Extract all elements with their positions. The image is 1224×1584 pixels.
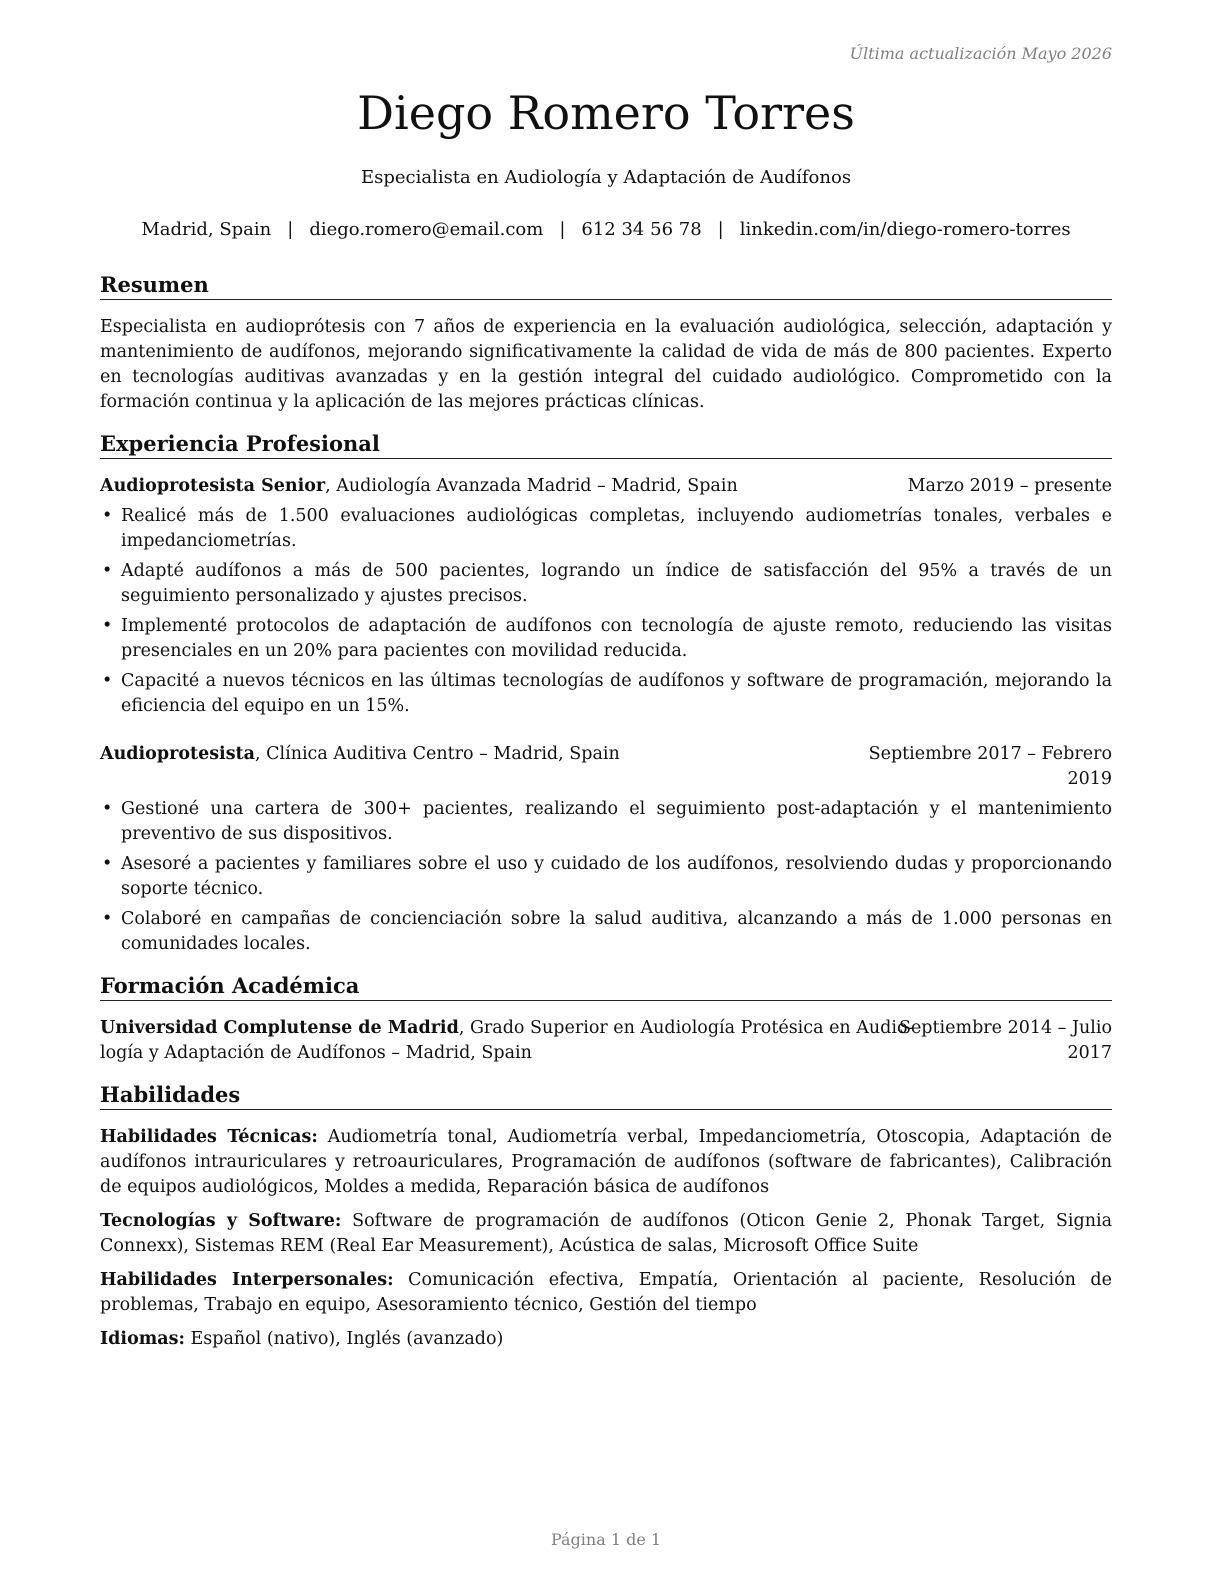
contact-separator: |	[717, 219, 724, 240]
education-degree-continued: logía y Adaptación de Audífonos – Madrid, Spain	[100, 1043, 532, 1063]
skills-text: Comunicación efectiva, Empatía, Orientación al paciente, Resolución de problemas, Trabajo en equipo, Asesoramiento técnico, Gestión del tiempo	[100, 1270, 1112, 1315]
job-dates	[869, 742, 1112, 792]
job-organization: , Clínica Auditiva Centro – Madrid, Spain	[254, 744, 620, 764]
contact-linkedin[interactable]: linkedin.com/in/diego-romero-torres	[739, 219, 1071, 240]
candidate-name: Diego Romero Torres	[357, 86, 855, 140]
job-role: Audioprotesista	[100, 744, 255, 764]
list-item: • Implementé protocolos de adaptación de audífonos con tecnología de ajuste remoto, reduciendo las visitas presenciales en un 20% para pacientes con movilidad reducida.	[100, 614, 1112, 664]
list-item: • Realicé más de 1.500 evaluaciones audiológicas completas, incluyendo audiometrías tonales, verbales e impedanciometrías.	[100, 504, 1112, 554]
education-dates	[899, 1016, 1112, 1066]
contact-location: Madrid, Spain	[141, 219, 272, 240]
education-degree: , Grado Superior en Audiología Protésica en Audio-	[458, 1018, 914, 1038]
contact-separator: |	[287, 219, 294, 240]
education-entry	[100, 1016, 1112, 1066]
job-role: Audioprotesista Senior	[100, 476, 326, 496]
skills-text: Software de programación de audífonos (Oticon Genie 2, Phonak Target, Signia Connexx), Sistemas REM (Real Ear Measurement), Acústica de salas, Microsoft Office Suite	[100, 1211, 1113, 1256]
list-item: • Adapté audífonos a más de 500 pacientes, logrando un índice de satisfacción del 95% a través de un seguimiento personalizado y ajustes precisos.	[100, 559, 1112, 609]
job-dates: Marzo 2019 – presente	[907, 476, 1112, 496]
section-title-skills: Habilidades	[100, 1082, 1112, 1110]
summary-text: Especialista en audioprótesis con 7 años de experiencia en la evaluación audiológica, selección, adaptación y mantenimiento de audífonos, mejorando significativamente la calidad de vida de más de 800 pacientes. Experto en tecnologías auditivas avanzadas y en la gestión integral del cuidado audiológico. Comprometido con la formación continua y la aplicación de las mejores prácticas clínicas.	[100, 317, 1112, 412]
skills-item	[100, 1209, 1112, 1259]
skills-label: Habilidades Interpersonales:	[100, 1270, 394, 1290]
skills-label: Tecnologías y Software:	[100, 1211, 342, 1231]
last-updated-label: Última actualización Mayo 2026	[849, 44, 1112, 63]
job-header	[100, 742, 1112, 789]
education-dates-line: Septiembre 2014 – Julio	[898, 1018, 1112, 1038]
contact-line	[100, 219, 1112, 240]
education-institution: Universidad Complutense de Madrid	[100, 1018, 459, 1038]
skills-item	[100, 1268, 1112, 1318]
list-item: • Colaboré en campañas de concienciación sobre la salud auditiva, alcanzando a más de 1.000 personas en comunidades locales.	[100, 907, 1112, 957]
skills-text: Español (nativo), Inglés (avanzado)	[184, 1329, 504, 1349]
education-dates-line: 2017	[1067, 1043, 1112, 1063]
job-organization: , Audiología Avanzada Madrid – Madrid, Spain	[325, 476, 738, 496]
section-title-experience: Experiencia Profesional	[100, 431, 1112, 459]
section-title-education: Formación Académica	[100, 973, 1112, 1001]
skills-label: Idiomas:	[100, 1329, 185, 1349]
list-item: • Asesoré a pacientes y familiares sobre el uso y cuidado de los audífonos, resolviendo dudas y proporcionando soporte técnico.	[100, 852, 1112, 902]
list-item: • Capacité a nuevos técnicos en las últimas tecnologías de audífonos y software de programación, mejorando la eficiencia del equipo en un 15%.	[100, 669, 1112, 719]
job-dates-line: Septiembre 2017 – Febrero	[868, 744, 1112, 764]
page-number: Página 1 de 1	[550, 1530, 662, 1549]
skills-text: Audiometría tonal, Audiometría verbal, Impedanciometría, Otoscopia, Adaptación de audífonos intrauriculares y retroauriculares, Programación de audífonos (software de fabricantes), Calibración de equipos audiológicos, Moldes a medida, Reparación básica de audífonos	[100, 1127, 1112, 1197]
skills-item	[100, 1327, 1112, 1352]
contact-separator: |	[559, 219, 566, 240]
skills-label: Habilidades Técnicas:	[100, 1127, 318, 1147]
job-bullets	[100, 504, 1112, 724]
contact-phone: 612 34 56 78	[581, 219, 702, 240]
contact-email[interactable]: diego.romero@email.com	[309, 219, 544, 240]
list-item: • Gestioné una cartera de 300+ pacientes, realizando el seguimiento post-adaptación y el mantenimiento preventivo de sus dispositivos.	[100, 797, 1112, 847]
job-bullets	[100, 797, 1112, 962]
professional-tagline: Especialista en Audiología y Adaptación de Audífonos	[360, 167, 852, 188]
skills-item	[100, 1125, 1112, 1200]
job-dates-line: 2019	[1067, 769, 1112, 789]
job-header	[100, 474, 1112, 499]
section-title-summary: Resumen	[100, 272, 1112, 300]
